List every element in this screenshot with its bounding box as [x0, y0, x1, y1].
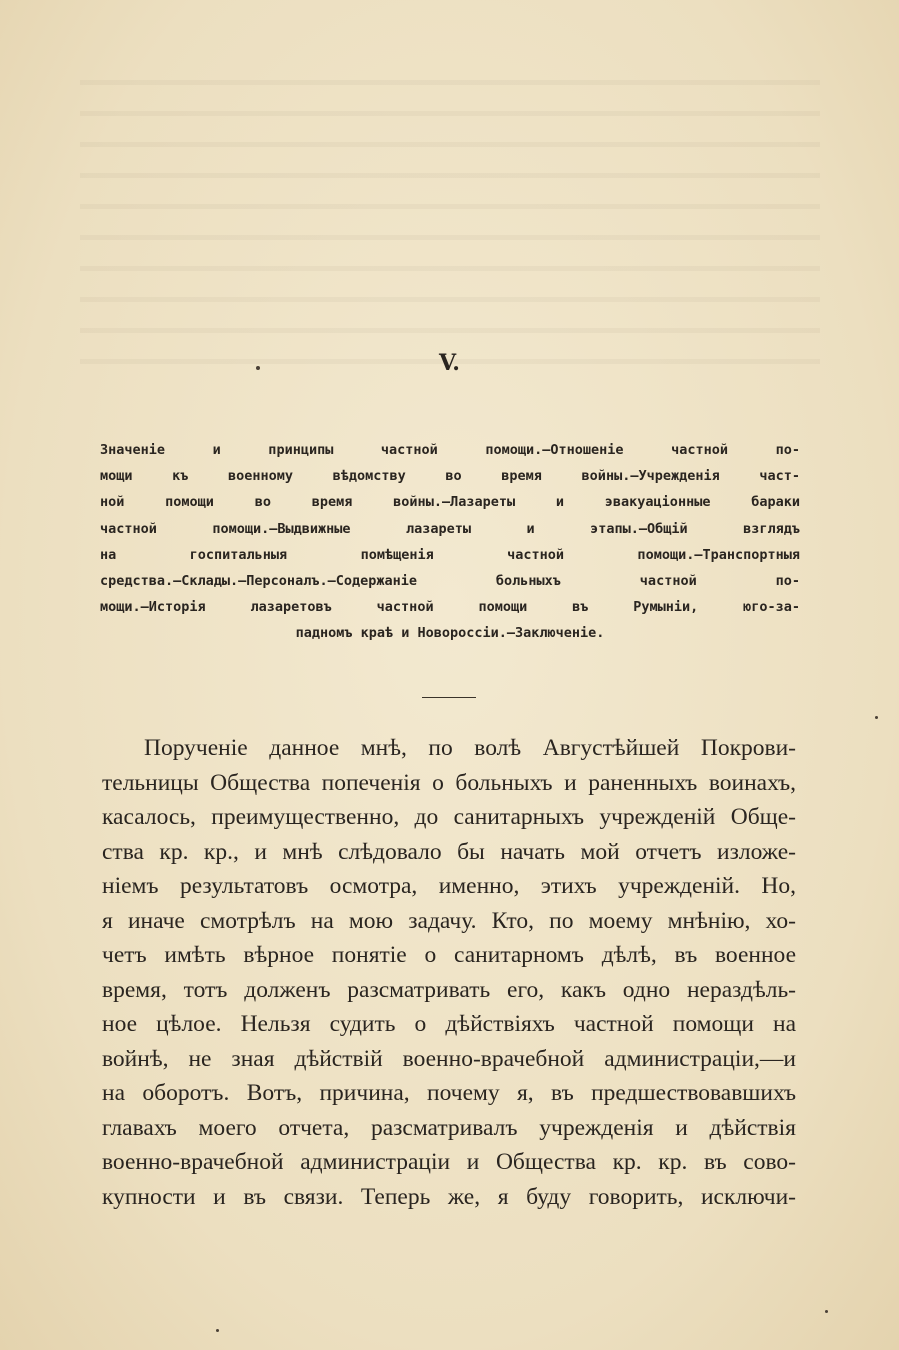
- body-line: на оборотъ. Вотъ, причина, почему я, въ предшествовавшихъ: [102, 1080, 796, 1106]
- chapter-number: V.: [439, 350, 460, 376]
- paper-speck: [875, 716, 878, 719]
- summary-line: на госпитальныя помѣщенія частной помощи.—Транспортныя: [100, 546, 800, 563]
- summary-line: средства.—Склады.—Персоналъ.—Содержаніе больныхъ частной по-: [100, 572, 800, 589]
- chapter-summary: [100, 437, 800, 647]
- body-paragraph: [102, 731, 796, 1214]
- summary-line: мощи.—Исторія лазаретовъ частной помощи въ Румыніи, юго-за-: [100, 599, 800, 616]
- body-line: военно-врачебной администраціи и Общества кр. кр. въ сово-: [102, 1149, 796, 1175]
- body-line: время, тотъ долженъ разсматривать его, какъ одно нераздѣль-: [102, 976, 796, 1003]
- body-line: ніемъ результатовъ осмотра, именно, этихъ учрежденій. Но,: [102, 873, 796, 899]
- paper-speck: [825, 1310, 828, 1313]
- body-line: Порученіе данное мнѣ, по волѣ Августѣйшей Покрови-: [144, 735, 796, 761]
- body-line: ства кр. кр., и мнѣ слѣдовало бы начать мой отчетъ изложе-: [102, 838, 796, 865]
- summary-line: ной помощи во время войны.—Лазареты и эвакуаціонные бараки: [100, 494, 800, 511]
- section-divider: [422, 697, 476, 698]
- body-line: тельницы Общества попеченія о больныхъ и раненныхъ воинахъ,: [102, 769, 796, 796]
- show-through-text: [80, 80, 820, 370]
- summary-line: падномъ краѣ и Новороссіи.—Заключеніе.: [295, 625, 605, 642]
- body-line: я иначе смотрѣлъ на мою задачу. Кто, по моему мнѣнію, хо-: [102, 907, 796, 934]
- summary-line: частной помощи.—Выдвижные лазареты и этапы.—Общій взглядъ: [100, 520, 800, 537]
- paper-speck: [216, 1329, 219, 1332]
- paper-speck: [256, 366, 260, 370]
- body-line: ное цѣлое. Нельзя судить о дѣйствіяхъ частной помощи на: [102, 1011, 796, 1037]
- body-line: купности и въ связи. Теперь же, я буду говорить, исключи-: [102, 1183, 796, 1210]
- body-line: войнѣ, не зная дѣйствій военно-врачебной администраціи,—и: [102, 1045, 796, 1072]
- body-line: четъ имѣть вѣрное понятіе о санитарномъ дѣлѣ, въ военное: [102, 942, 796, 968]
- body-line: касалось, преимущественно, до санитарныхъ учрежденій Обще-: [102, 804, 796, 830]
- summary-line: мощи къ военному вѣдомству во время войны.—Учрежденія част-: [100, 468, 800, 485]
- body-line: главахъ моего отчета, разсматривалъ учрежденія и дѣйствія: [102, 1114, 796, 1141]
- summary-line: Значеніе и принципы частной помощи.—Отношеніе частной по-: [100, 442, 800, 458]
